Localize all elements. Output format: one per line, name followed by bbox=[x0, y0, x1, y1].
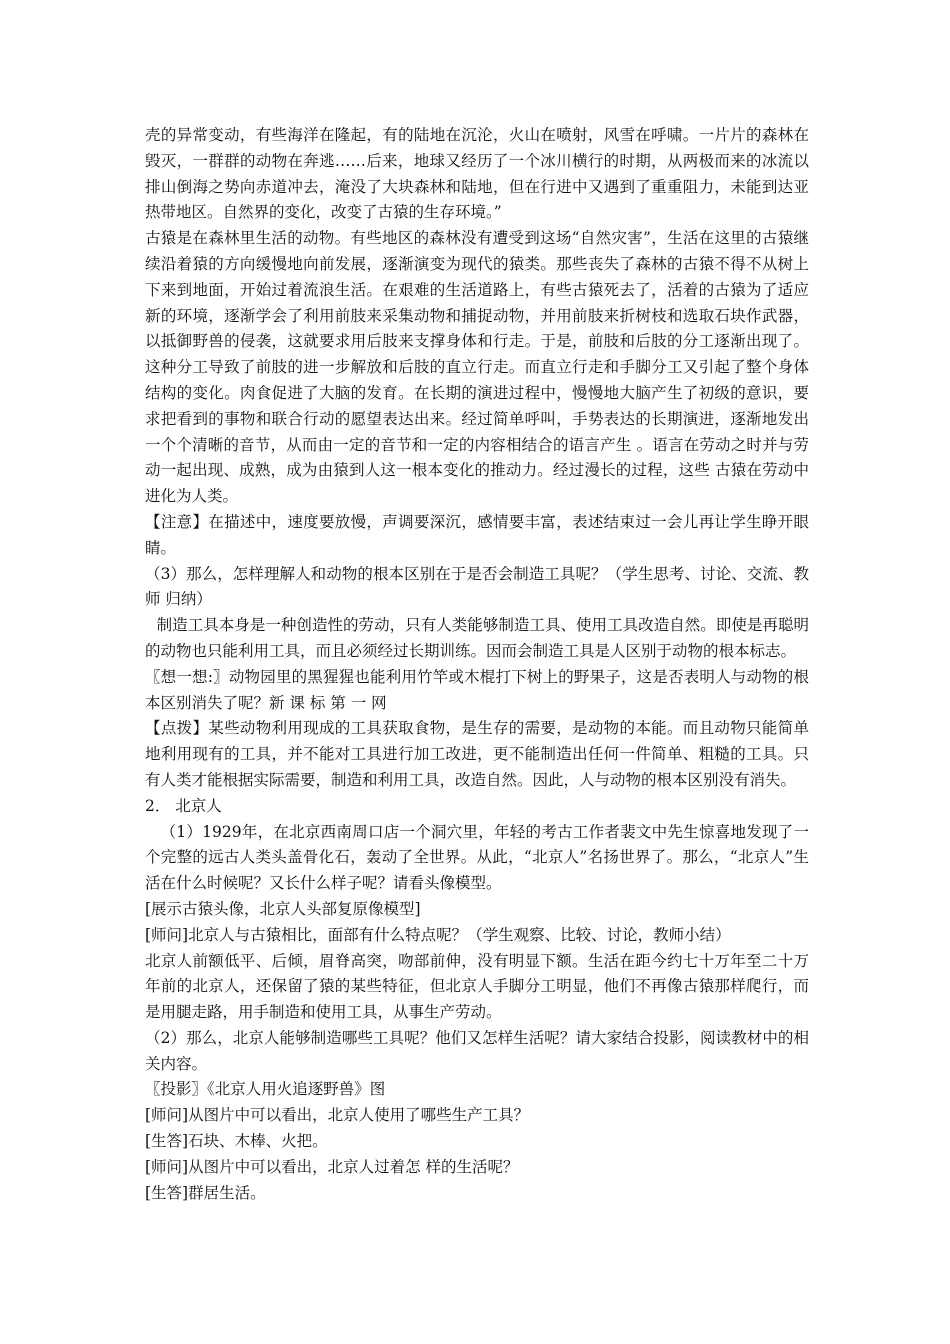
paragraph-teacher-question-life: [师问]从图片中可以看出，北京人过着怎 样的生活呢？ bbox=[145, 1157, 519, 1176]
paragraph-peking-man-features: 北京人前额低平、后倾，眉脊高突，吻部前伸，没有明显下额。生活在距今约七十万年至二十万年前的北京人，还保留了猿的某些特征，但北京人手脚分工明显，他们不再像古猿那样爬行，而是用腿走路，用手制造和使用工具，从事生产劳动。 bbox=[145, 951, 809, 1022]
paragraph-hint: 【点拨】某些动物利用现成的工具获取食物，是生存的需要，是动物的本能。而且动物只能简单地利用现有的工具，并不能对工具进行加工改进，更不能制造出任何一件简单、粗糙的工具。只有人类才能根据实际需要，制造和利用工具，改造自然。因此，人与动物的根本区别没有消失。 bbox=[145, 719, 809, 789]
paragraph-environment-change: 壳的异常变动，有些海洋在隆起，有的陆地在沉沦，火山在喷射，风雪在呼啸。一片片的森林在毁灭，一群群的动物在奔逃……后来，地球又经历了一个冰川横行的时期，从两极而来的冰流以排山倒海之势向赤道冲去，淹没了大块森林和陆地，但在行进中又遇到了重重阻力，未能到达亚热带地区。自然界的变化，改变了古猿的生存环境。” bbox=[145, 126, 809, 222]
paragraph-projection: 〖投影〗《北京人用火追逐野兽》图 bbox=[145, 1080, 386, 1099]
paragraph-think: 〖想一想:〗动物园里的黑猩猩也能利用竹竿或木棍打下树上的野果子，这是否表明人与动物的根本区别消失了呢？新 课 标 第 一 网 bbox=[145, 667, 809, 712]
paragraph-discovery-1929: （1）1929年，在北京西南周口店一个洞穴里，年轻的考古工作者裴文中先生惊喜地发现了一个完整的远古人类头盖骨化石，轰动了全世界。从此，“北京人”名扬世界了。那么，“北京人”生活在什么时候呢？又长什么样子呢？请看头像模型。 bbox=[145, 822, 809, 893]
paragraph-attention-note: 【注意】在描述中，速度要放慢，声调要深沉，感情要丰富，表述结束过一会儿再让学生睁开眼睛。 bbox=[145, 512, 809, 557]
paragraph-question-2-tools: （2）那么，北京人能够制造哪些工具呢？他们又怎样生活呢？请大家结合投影，阅读教材中的相关内容。 bbox=[145, 1028, 809, 1073]
paragraph-student-answer-life: [生答]群居生活。 bbox=[145, 1183, 266, 1202]
paragraph-ape-evolution: 古猿是在森林里生活的动物。有些地区的森林没有遭受到这场“自然灾害”，生活在这里的古猿继续沿着猿的方向缓慢地向前发展，逐渐演变为现代的猿类。那些丧失了森林的古猿不得不从树上下来到地面，开始过着流浪生活。在艰难的生活道路上，有些古猿死去了，活着的古猿为了适应新的环境，逐渐学会了利用前肢来采集动物和捕捉动物，并用前肢来折树枝和选取石块作武器，以抵御野兽的侵袭，这就要求用后肢来支撑身体和行走。于是，前肢和后肢的分工逐渐出现了。这种分工导致了前肢的进一步解放和后肢的直立行走。而直立行走和手脚分工又引起了整个身体结构的变化。肉食促进了大脑的发育。在长期的演进过程中，慢慢地大脑产生了初级的意识，要求把看到的事物和联合行动的愿望表达出来。经过简单呼叫，手势表达的长期演进，逐渐地发出一个个清晰的音节，从而由一定的音节和一定的内容相结合的语言产生 。语言在劳动之时并与劳动一起出现、成熟，成为由猿到人这一根本变化的推动力。经过漫长的过程，这些 古猿在劳动中进化为人类。 bbox=[145, 229, 809, 506]
document-body bbox=[145, 123, 809, 1206]
paragraph-question-3: （3）那么，怎样理解人和动物的根本区别在于是否会制造工具呢？（学生思考、讨论、交流、教师 归纳） bbox=[145, 564, 809, 609]
paragraph-show-models: [展示古猿头像，北京人头部复原像模型] bbox=[145, 899, 421, 918]
paragraph-teacher-question-face: [师问]北京人与古猿相比，面部有什么特点呢？（学生观察、比较、讨论，教师小结） bbox=[145, 925, 731, 944]
paragraph-tool-making: 制造工具本身是一种创造性的劳动，只有人类能够制造工具、使用工具改造自然。即使是再聪明的动物也只能利用工具，而且必须经过长期训练。因而会制造工具是人区别于动物的根本标志。 bbox=[145, 616, 809, 660]
paragraph-teacher-question-tools: [师问]从图片中可以看出，北京人使用了哪些生产工具？ bbox=[145, 1106, 530, 1125]
paragraph-student-answer-tools: [生答]石块、木棒、火把。 bbox=[145, 1132, 328, 1151]
section-heading-peking-man: 2． 北京人 bbox=[145, 796, 222, 815]
